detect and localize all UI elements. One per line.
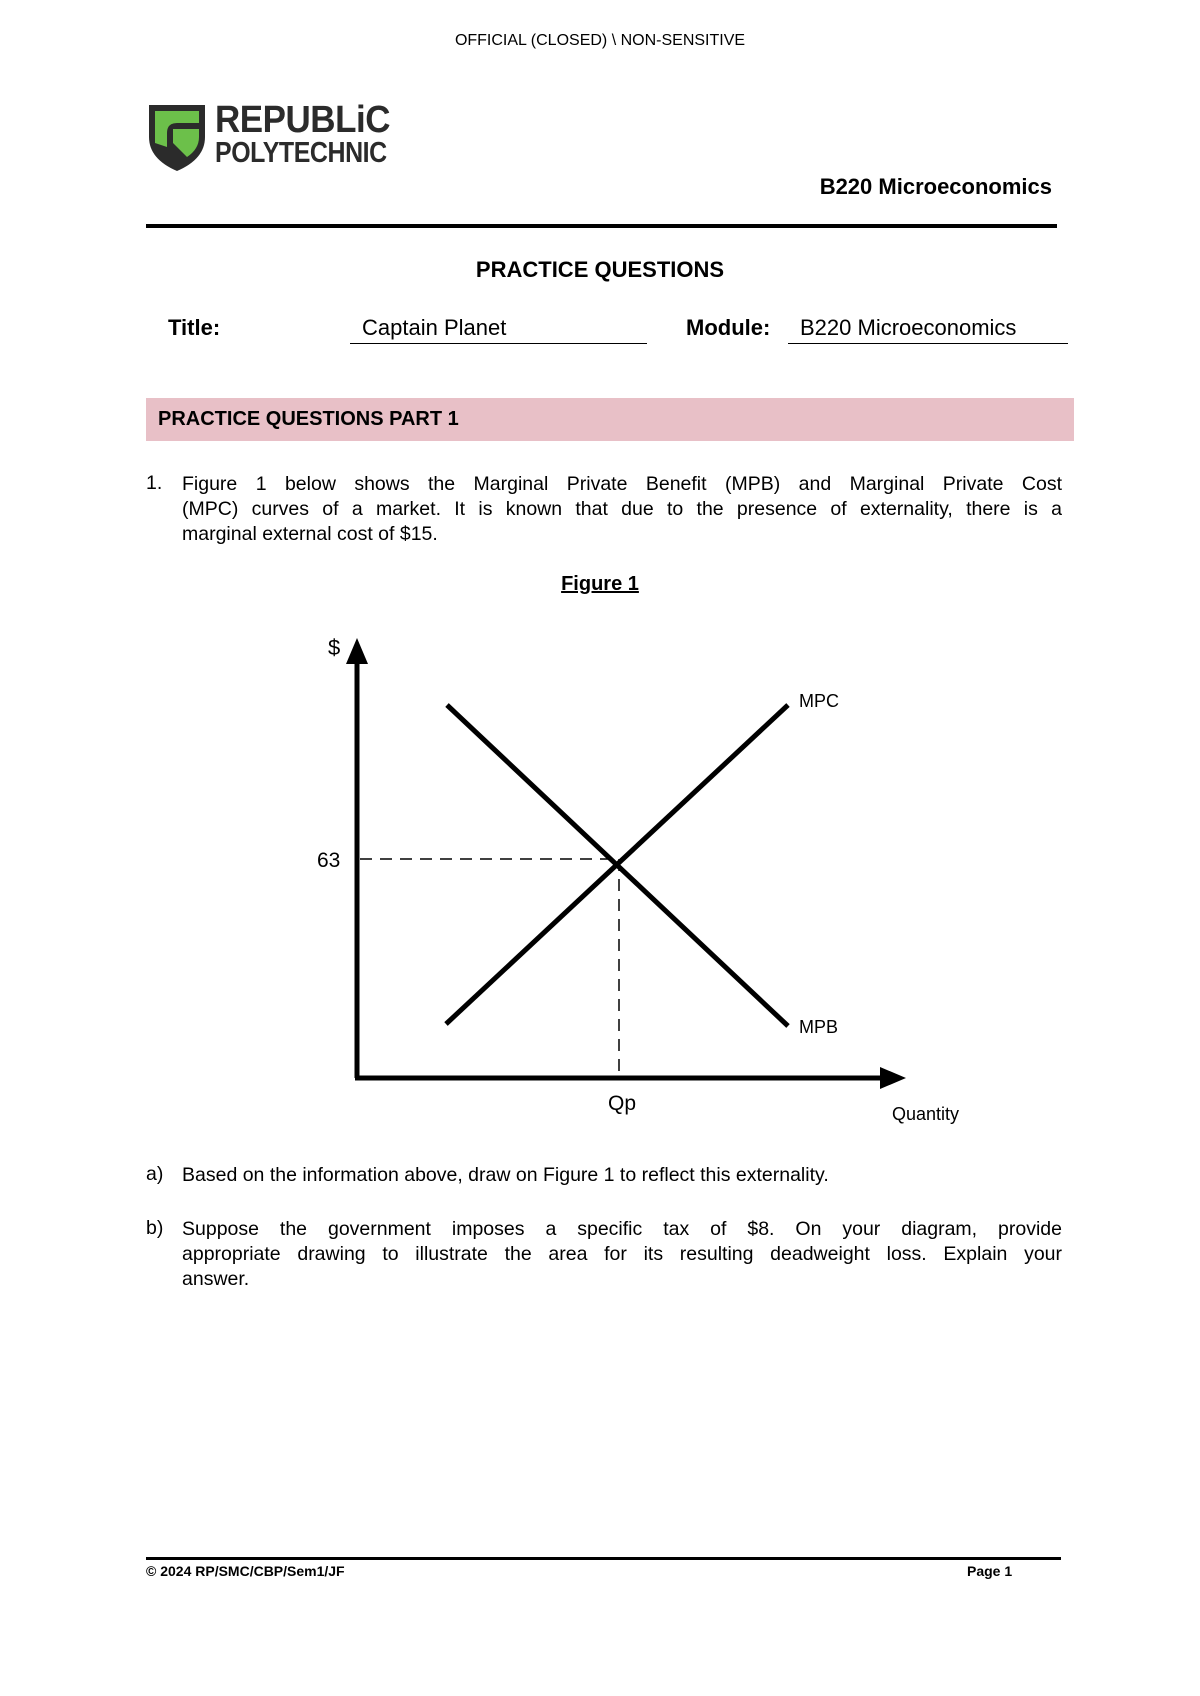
module-value: B220 Microeconomics [788,315,1068,344]
logo-text-polytechnic: POLYTECHNIC [215,137,387,169]
part-heading-bar [146,398,1074,441]
y-axis-arrow-icon [346,638,368,664]
price-label: 63 [317,849,341,872]
module-label: Module: [686,315,771,340]
question-1-line: Figure 1 below shows the Marginal Private Benefit (MPB) and Marginal Private Cost [182,473,1062,495]
x-axis-label: Quantity [892,1104,960,1124]
sub-b-line: answer. [182,1268,250,1290]
title-value: Captain Planet [350,315,647,344]
logo-text-republic: REPUBLiC [215,99,391,141]
republic-polytechnic-logo [147,99,391,175]
footer-divider [146,1557,1061,1560]
question-1-text [182,472,1062,547]
mpb-label: MPB [799,1017,839,1037]
x-axis-arrow-icon [880,1067,906,1089]
sub-a-letter: a) [146,1163,164,1185]
mpc-label: MPC [799,691,839,711]
header-divider [146,224,1057,228]
sub-a-text: Based on the information above, draw on Figure 1 to reflect this externality. [182,1164,829,1186]
footer-copyright: © 2024 RP/SMC/CBP/Sem1/JF [146,1563,345,1579]
y-axis-label: $ [328,635,341,660]
part-heading: PRACTICE QUESTIONS PART 1 [158,408,459,430]
sub-b-line: appropriate drawing to illustrate the area for its resulting deadweight loss. Explain your [182,1243,1062,1265]
classification-label: OFFICIAL (CLOSED) \ NON-SENSITIVE [454,32,746,49]
section-title: PRACTICE QUESTIONS [475,257,725,282]
question-1-line: (MPC) curves of a market. It is known that due to the presence of externality, there is a [182,498,1062,520]
figure-caption: Figure 1 [561,573,639,595]
module-header: B220 Microeconomics [819,174,1052,199]
title-label: Title: [168,315,221,340]
quantity-label: Qp [608,1092,637,1115]
question-1-line: marginal external cost of $15. [182,523,438,545]
sub-b-letter: b) [146,1217,164,1239]
sub-b-text [182,1217,1062,1292]
page-number: Page 1 [967,1563,1013,1579]
sub-b-line: Suppose the government imposes a specific tax of $8. On your diagram, provide [182,1218,1062,1240]
question-number: 1. [146,472,163,494]
shield-logo-icon [147,103,207,173]
figure-1-diagram [300,630,980,1130]
